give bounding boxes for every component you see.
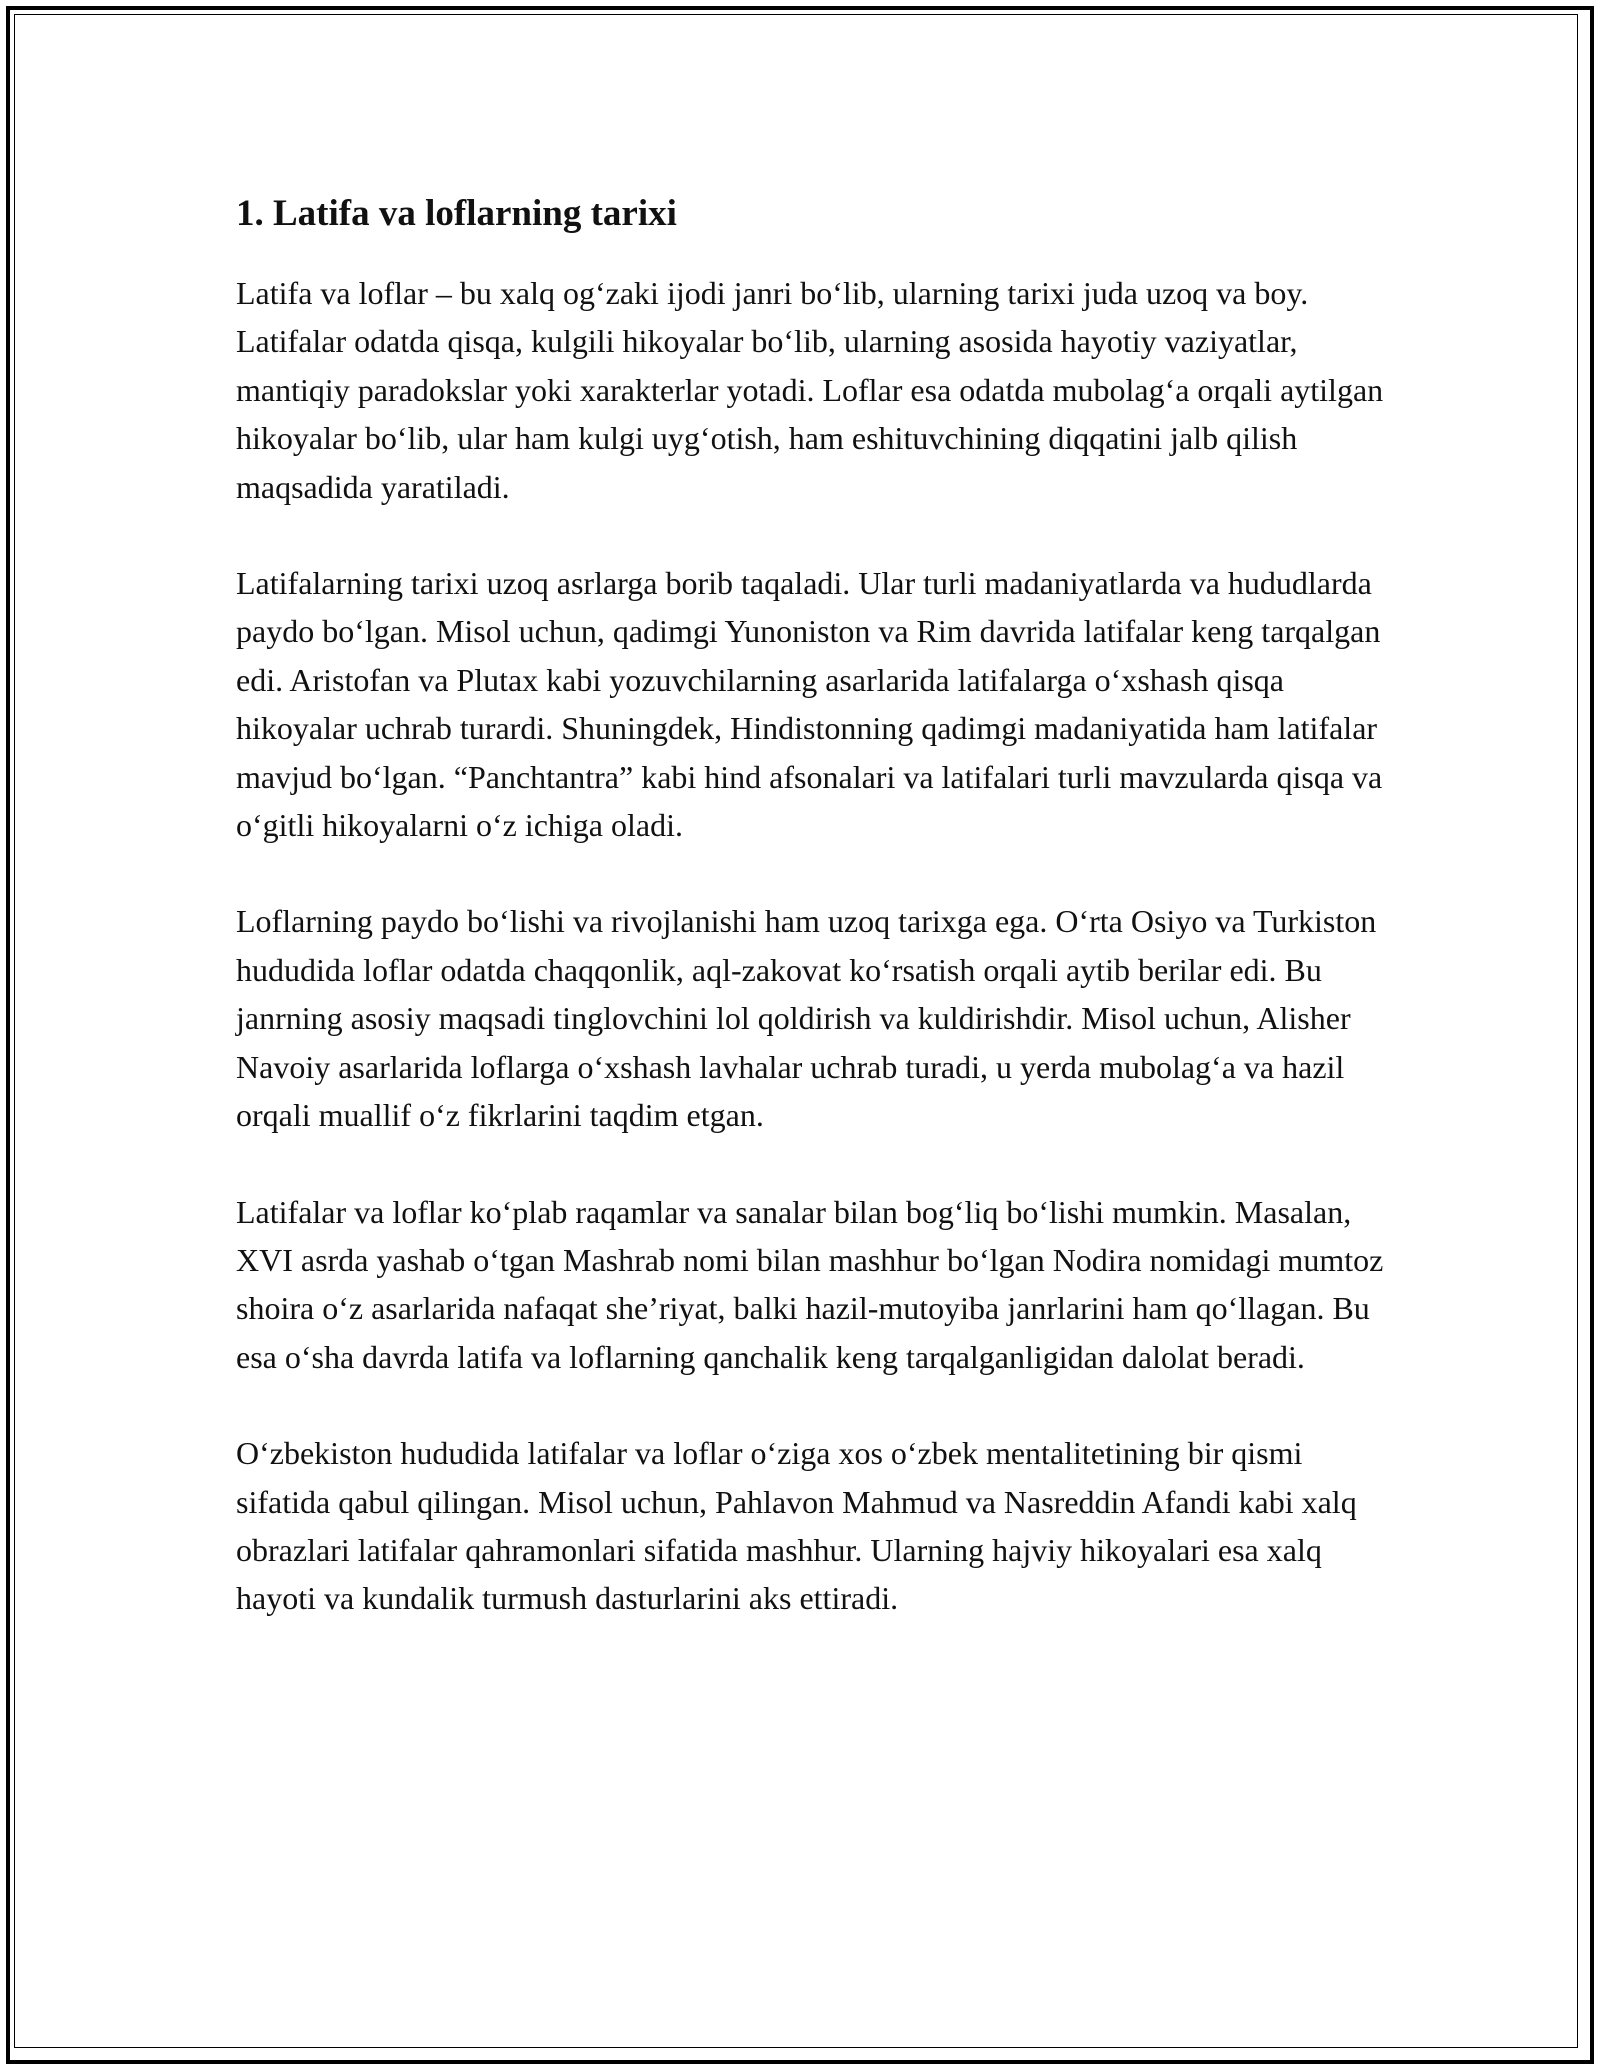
section-title: 1. Latifa va loflarning tarixi — [236, 193, 677, 234]
document-body — [236, 269, 1386, 1623]
document-content — [236, 183, 1386, 1671]
paragraph-3: Loflarning paydo bo‘lishi va rivojlanishi ham uzoq tarixga ega. O‘rta Osiyo va Turkiston hududida loflar odatda chaqqonlik, aql-zakovat ko‘rsatish orqali aytib berilar edi. Bu janrning asosiy maqsadi tinglovchini lol qoldirish va kuldirishdir. Misol uchun, Alisher Navoiy asarlarida loflarga o‘xshash lavhalar uchrab turadi, u yerda mubolag‘a va hazil orqali muallif o‘z fikrlarini taqdim etgan. — [236, 903, 1377, 1134]
paragraph-5: O‘zbekiston hududida latifalar va loflar o‘ziga xos o‘zbek mentalitetining bir qismi sifatida qabul qilingan. Misol uchun, Pahlavon Mahmud va Nasreddin Afandi kabi xalq obrazlari latifalar qahramonlari sifatida mashhur. Ularning hajviy hikoyalari esa xalq hayoti va kundalik turmush dasturlarini aks ettiradi. — [236, 1435, 1357, 1617]
paragraph-4: Latifalar va loflar ko‘plab raqamlar va sanalar bilan bog‘liq bo‘lishi mumkin. Masalan, XVI asrda yashab o‘tgan Mashrab nomi bilan mashhur bo‘lgan Nodira nomidagi mumtoz shoira o‘z asarlarida nafaqat she’riyat, balki hazil-mutoyiba janrlarini ham qo‘llagan. Bu esa o‘sha davrda latifa va loflarning qanchalik keng tarqalganligidan dalolat beradi. — [236, 1193, 1384, 1375]
paragraph-2: Latifalarning tarixi uzoq asrlarga borib taqaladi. Ular turli madaniyatlarda va hududlarda paydo bo‘lgan. Misol uchun, qadimgi Yunoniston va Rim davrida latifalar keng tarqalgan edi. Aristofan va Plutax kabi yozuvchilarning asarlarida latifalarga o‘xshash qisqa hikoyalar uchrab turardi. Shuningdek, Hindistonning qadimgi madaniyatida ham latifalar mavjud bo‘lgan. “Panchtantra” kabi hind afsonalari va latifalari turli mavzularda qisqa va o‘gitli hikoyalarni o‘z ichiga oladi. — [236, 565, 1383, 844]
paragraph-1: Latifa va loflar – bu xalq og‘zaki ijodi janri bo‘lib, ularning tarixi juda uzoq va boy. Latifalar odatda qisqa, kulgili hikoyalar bo‘lib, ularning asosida hayotiy vaziyatlar, mantiqiy paradokslar yoki xarakterlar yotadi. Loflar esa odatda mubolag‘a orqali aytilgan hikoyalar bo‘lib, ular ham kulgi uyg‘otish, ham eshituvchining diqqatini jalb qilish maqsadida yaratiladi. — [236, 275, 1384, 505]
